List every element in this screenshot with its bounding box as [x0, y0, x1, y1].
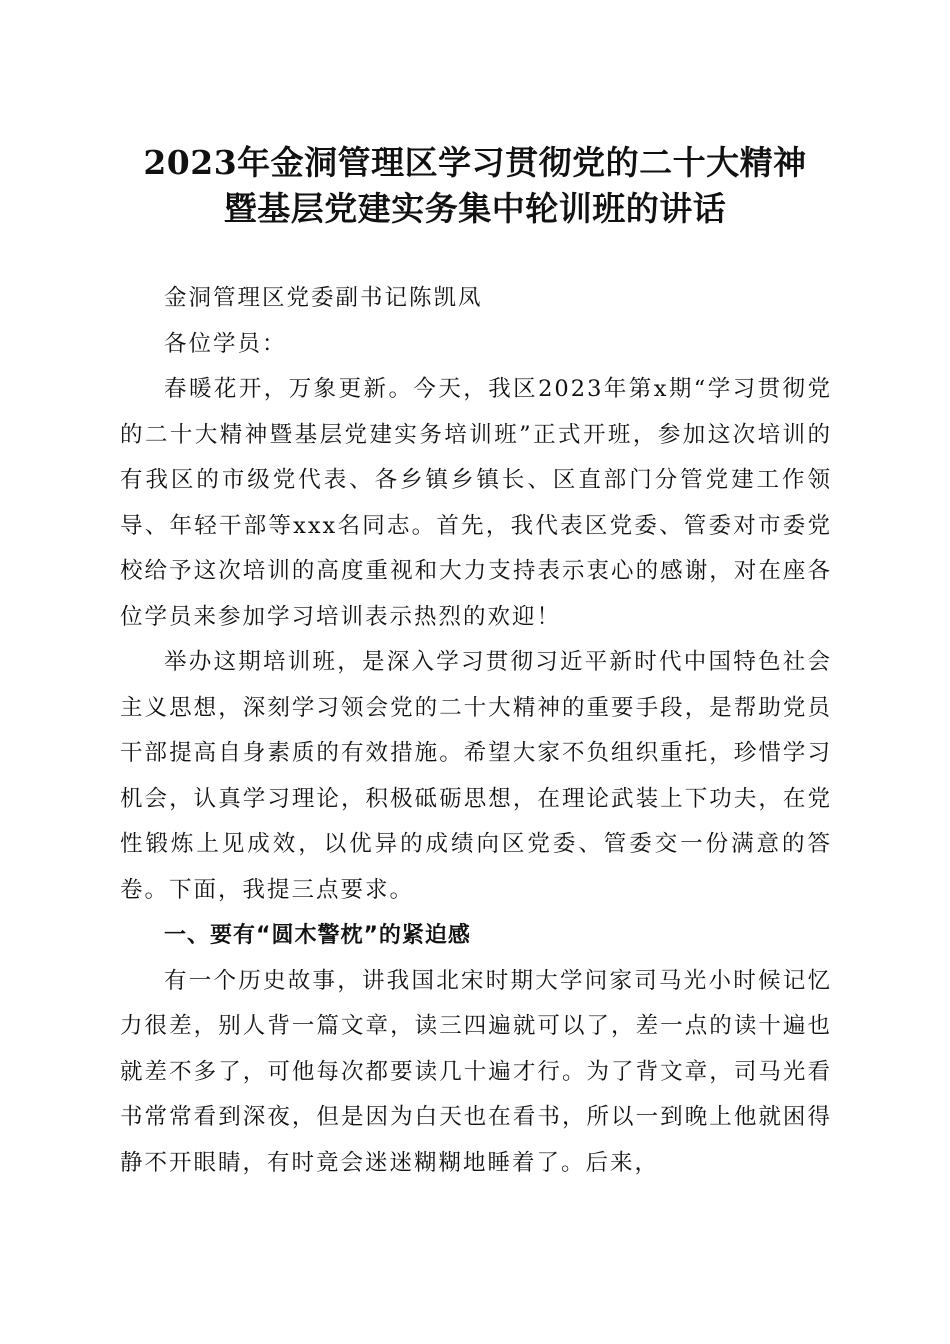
document-title-line-2: 暨基层党建实务集中轮训班的讲话	[223, 189, 727, 228]
document-body	[120, 276, 832, 1186]
speaker-line: 金洞管理区党委副书记陈凯凤	[164, 285, 483, 311]
document-title-line-1: 2023年金洞管理区学习贯彻党的二十大精神	[143, 143, 807, 182]
paragraph-opening: 春暖花开，万象更新。今天，我区2023年第x期“学习贯彻党的二十大精神暨基层党建实务培训班”正式开班，参加这次培训的有我区的市级党代表、各乡镇乡镇长、区直部门分管党建工作领导、年轻干部等xxx名同志。首先，我代表区党委、管委对市委党校给予这次培训的高度重视和大力支持表示衷心的感谢，对在座各位学员来参加学习培训表示热烈的欢迎！	[120, 376, 832, 630]
paragraph-purpose: 举办这期培训班，是深入学习贯彻习近平新时代中国特色社会主义思想，深刻学习领会党的二十大精神的重要手段，是帮助党员干部提高自身素质的有效措施。希望大家不负组织重托，珍惜学习机会，认真学习理论，积极砥砺思想，在理论武装上下功夫，在党性锻炼上见成效，以优异的成绩向区党委、管委交一份满意的答卷。下面，我提三点要求。	[120, 649, 832, 903]
section-heading-1: 一、要有“圆木警枕”的紧迫感	[164, 923, 471, 948]
salutation: 各位学员：	[164, 330, 287, 357]
paragraph-story: 有一个历史故事，讲我国北宋时期大学问家司马光小时候记忆力很差，别人背一篇文章，读三四遍就可以了，差一点的读十遍也就差不多了，可他每次都要读几十遍才行。为了背文章，司马光看书常常看到深夜，但是因为白天也在看书，所以一到晚上他就困得静不开眼睛，有时竟会迷迷糊糊地睡着了。后来，	[120, 967, 832, 1176]
